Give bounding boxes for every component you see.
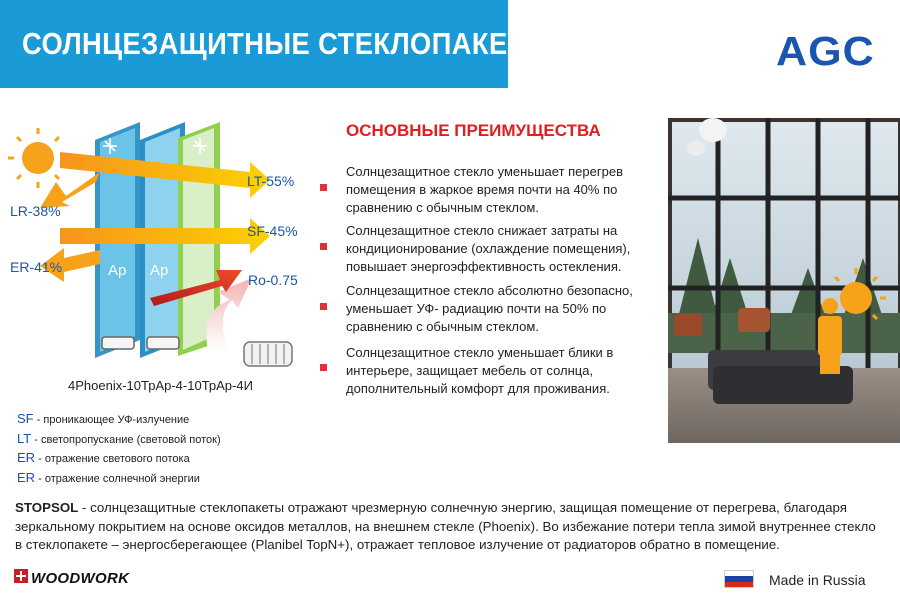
sf-label: SF-45% (247, 223, 298, 239)
bullet-marker (320, 184, 327, 191)
russia-flag-icon (724, 570, 754, 588)
advantages-title: ОСНОВНЫЕ ПРЕИМУЩЕСТВА (346, 121, 601, 140)
pendant-lamp (687, 140, 705, 156)
lt-label: LT-55% (247, 173, 295, 189)
woodwork-logo: WOODWORK (31, 570, 130, 587)
interior-photo (668, 118, 900, 443)
pendant-lamp (699, 118, 727, 142)
legend (17, 410, 221, 488)
legend-item: ER - отражение солнечной энергии (17, 469, 200, 485)
advantage-item: Солнцезащитное стекло уменьшает блики в интерьере, защищает мебель от солнца, дополнительный комфорт для проживания. (346, 345, 614, 396)
description-paragraph: STOPSOL - солнцезащитные стеклопакеты отражают чрезмерную солнечную энергию, защищая помещение от перегрева, благодаря зеркальному покрытием на основе оксидов металлов, на внешнем стекле (Phoenix). Во избежание потери тепла зимой внутреннее стекло в стеклопакете – энергосберегающее (Planibel TopN+), отражает тепловое излучение от радиаторов обратно в помещение. (15, 500, 876, 552)
spacer-bar (102, 337, 134, 349)
advantage-item: Солнцезащитное стекло уменьшает перегрев помещения в жаркое время почти на 40% по сравнению с обычным стеклом. (346, 164, 623, 215)
glass-formula-caption: 4Phoenix-10ТрАр-4-10ТрАр-4И (68, 378, 253, 393)
advantage-item: Солнцезащитное стекло абсолютно безопасно, уменьшает УФ- радиацию почти на 50% по сравнению с обычным стеклом. (346, 283, 633, 334)
stopsol-brand: STOPSOL (15, 500, 79, 515)
argon-label-2: Ар (150, 262, 169, 279)
made-in-label: Made in Russia (769, 572, 866, 588)
argon-label-1: Ар (108, 262, 127, 279)
legend-item: SF - проникающее УФ-излучение (17, 411, 190, 426)
armchair (738, 308, 770, 332)
bullet-marker (320, 243, 327, 250)
page-title: СОЛНЦЕЗАЩИТНЫЕ СТЕКЛОПАКЕТЫ (22, 26, 552, 61)
armchair (674, 314, 702, 336)
bullet-marker (320, 364, 327, 371)
title-banner (0, 0, 552, 88)
agc-logo: AGC (776, 28, 875, 74)
sun-icon (8, 128, 68, 188)
woodwork-logo-icon (14, 569, 28, 583)
glass-unit-diagram (0, 110, 330, 370)
ro-label: Ro-0.75 (248, 272, 298, 288)
advantage-item: Солнцезащитное стекло снижает затраты на кондиционирование (охлаждение помещения), повышает энергоэффективность остекления. (346, 223, 631, 274)
legend-item: ER - отражение светового потока (17, 450, 190, 465)
bullet-marker (320, 303, 327, 310)
radiator-icon (244, 342, 292, 366)
lr-label: LR-38% (10, 203, 61, 219)
spacer-bar (147, 337, 179, 349)
legend-item: LT - светопропускание (световой поток) (17, 430, 221, 446)
er-label: ER-41% (10, 259, 63, 275)
